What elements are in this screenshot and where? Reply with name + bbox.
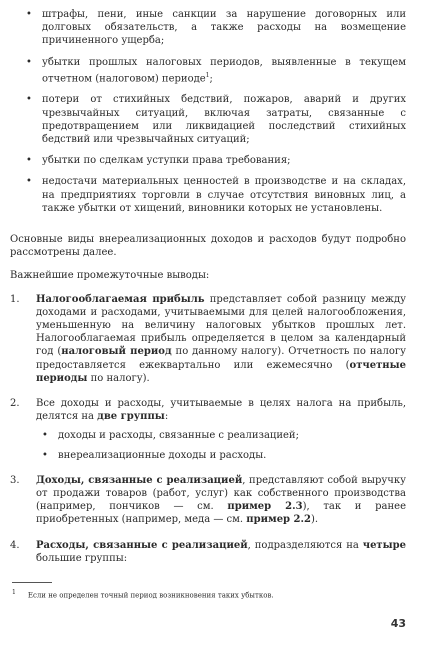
list-item-text: штрафы, пени, иные санкции за нарушение договорных или долговых обязательств, а также расходы на возмещение причиненного ущерба;: [42, 9, 406, 47]
list-item: [36, 429, 406, 442]
term-reporting-periods: отчетные периоды: [36, 359, 406, 384]
item-number: 3.: [10, 474, 20, 486]
paragraph-conclusions-heading: Важнейшие промежуточные выводы:: [10, 270, 210, 282]
item-text: :: [164, 411, 169, 423]
footnote-reference[interactable]: 1: [205, 71, 210, 79]
footnote: [12, 588, 274, 600]
paragraph-main-kinds: Основные виды внереализационных доходов и расходов будут подробно рассмотрены далее.: [10, 233, 406, 259]
list-item: [10, 154, 406, 167]
list-item-text-tail: ;: [209, 73, 213, 85]
list-item: [10, 93, 406, 146]
page-number: 43: [390, 617, 406, 630]
item-text: Все доходы и расходы, учитываемые в целях налога на прибыль, делятся на: [36, 398, 406, 423]
bullet-marker: •: [26, 9, 32, 20]
bullet-marker: •: [26, 155, 32, 167]
expense-bullet-list: [10, 8, 406, 215]
conclusion-item-1: [10, 293, 406, 385]
footnote-divider: [12, 582, 52, 583]
item-text: большие группы:: [36, 552, 128, 564]
term-sales-income: Доходы, связанные с реализацией: [36, 474, 243, 486]
bullet-marker: •: [42, 449, 48, 461]
footnote-text: Если не определен точный период возникновения таких убытков.: [27, 591, 274, 600]
conclusion-item-3: [10, 474, 406, 527]
term-taxable-profit: Налогооблагаемая прибыль: [36, 293, 205, 305]
list-item-text: доходы и расходы, связанные с реализацией;: [58, 430, 299, 442]
item-text: , подразделяются на: [247, 539, 363, 551]
list-item: [10, 8, 406, 48]
term-two-groups: две группы: [97, 411, 165, 423]
list-item: [36, 449, 406, 462]
footnote-marker: 1: [12, 589, 16, 596]
bullet-marker: •: [26, 176, 32, 188]
item-text: представляет собой разницу между доходами и расходами, учитываемыми для целей налогообложения, уменьшенную на величину налоговых убытков прошлых лет. Налогооблагаемая прибыль определяется в целом за календарный год (: [36, 293, 406, 358]
list-item-text: убытки по сделкам уступки права требования;: [42, 155, 291, 167]
item-number: 2.: [10, 398, 20, 409]
term-tax-period: налоговый период: [61, 346, 172, 358]
list-item-text: убытки прошлых налоговых периодов, выявленные в текущем отчетном (налоговом) периоде: [42, 56, 406, 85]
list-item-text: потери от стихийных бедствий, пожаров, аварий и других чрезвычайных ситуаций, включая затраты, связанные с предотвращением или ликвидацией последствий стихийных бедствий или чрезвычайных ситуаций;: [42, 94, 406, 145]
bullet-marker: •: [26, 94, 32, 106]
conclusion-item-4: [10, 539, 406, 565]
bullet-marker: •: [42, 430, 48, 442]
bullet-marker: •: [26, 56, 32, 68]
conclusion-item-2: [10, 397, 406, 462]
conclusions-list: [10, 293, 406, 565]
item-text: по налогу).: [87, 372, 150, 384]
example-ref-2-2[interactable]: пример 2.2: [246, 514, 311, 526]
item-text: , представляют собой выручку от продажи товаров (работ, услуг) как собственного производства (например, пончиков — см.: [36, 474, 406, 513]
list-item-text: внереализационные доходы и расходы.: [58, 449, 267, 461]
example-ref-2-3[interactable]: пример 2.3: [227, 501, 303, 513]
item-text: ), так и ранее приобретенных (например, меда — см.: [36, 501, 406, 526]
list-item-text: недостачи материальных ценностей в производстве и на складах, на предприятиях торговли в случае отсутствия виновных лиц, а также убытки от хищений, виновники которых не установлены.: [42, 176, 406, 214]
item-text: ).: [310, 514, 319, 526]
term-four: четыре: [362, 539, 407, 551]
groups-bullet-list: [36, 429, 406, 461]
term-sales-expenses: Расходы, связанные с реализацией: [36, 539, 248, 551]
item-number: 4.: [10, 539, 20, 551]
item-text: по данному налогу). Отчетность по налогу предоставляется ежеквартально или ежемесячно (: [36, 346, 406, 371]
list-item: [10, 175, 406, 215]
item-number: 1.: [10, 293, 20, 305]
list-item: [10, 56, 406, 86]
